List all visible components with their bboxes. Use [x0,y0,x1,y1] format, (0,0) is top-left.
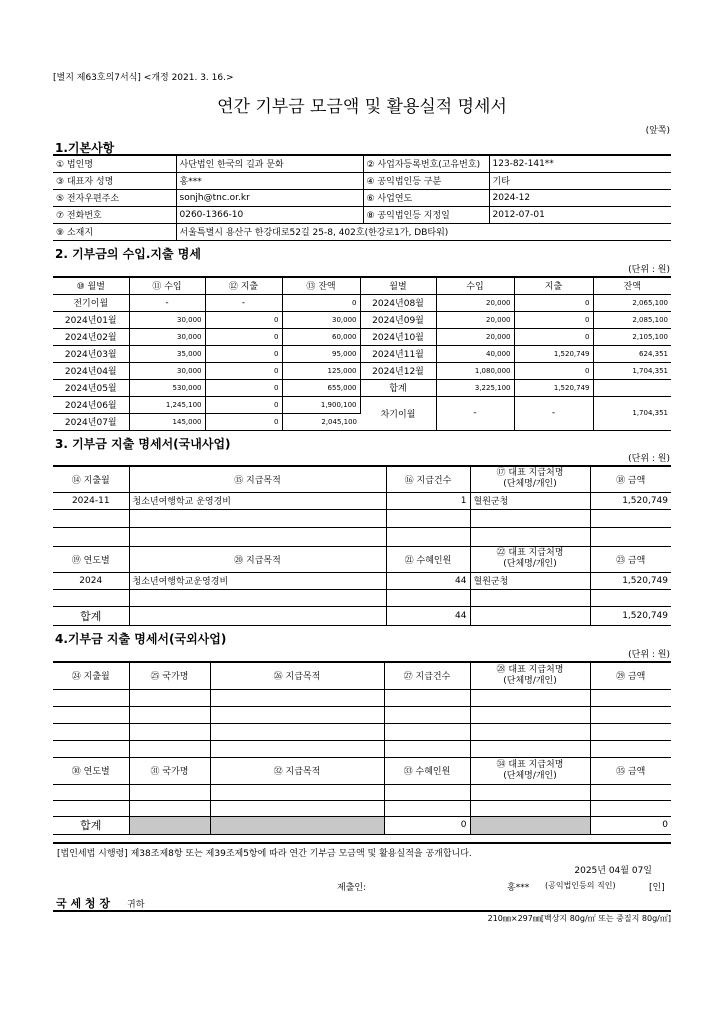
submission-date: 2025년 04월 07일 [574,866,652,876]
balance-cell: 60,000 [282,328,360,345]
amount-cell: 1,520,749 [590,492,671,509]
header-payee: ㉘ 대표 지급처명 (단체명/개인) [470,662,590,689]
overseas-expense-table [53,661,671,835]
income-cell: - [129,294,205,311]
header-amount: ㉙ 금액 [590,662,671,689]
expense-month-cell: 2024-11 [53,492,129,509]
label-corp-name: ① 법인명 [53,155,176,172]
header-balance-right: 잔액 [593,277,671,294]
year-cell: 2024 [53,572,129,589]
header-year: ⑲ 연도별 [53,546,129,572]
section-2-unit: (단위 : 원) [628,265,670,275]
income-cell: 20,000 [436,311,514,328]
total-count: 0 [384,816,470,834]
value-business-number: 123-82-141** [489,155,671,172]
bottom-divider [53,910,671,912]
label-public-corp-type: ④ 공익법인등 구분 [363,172,489,189]
section-3-heading: 3. 기부금 지출 명세서(국내사업) [55,437,231,451]
payee-cell: 혈원군청 [470,492,590,509]
header-income-right: 수입 [436,277,514,294]
header-balance: ⑬ 잔액 [282,277,360,294]
header-amount: ㉟ 금액 [590,757,671,784]
table-row [53,379,671,396]
header-payee: ㉒ 대표 지급처명 (단체명/개인) [470,546,590,572]
income-cell: 30,000 [129,311,205,328]
month-cell: 2024년09월 [360,311,436,328]
balance-cell: 95,000 [282,345,360,362]
label-email: ⑤ 전자우편주소 [53,189,176,206]
value-address: 서울특별시 용산구 한강대로52길 25-8, 402호(한강로1가, DB타워) [176,223,671,240]
month-cell: 2024년03월 [53,345,129,362]
expense-cell: 1,520,749 [514,345,593,362]
header-beneficiaries: ㉑ 수혜인원 [386,546,470,572]
income-expense-header [53,277,671,294]
balance-cell: 2,065,100 [593,294,671,311]
domestic-expense-table [53,465,671,626]
expense-cell: 0 [205,362,282,379]
expense-cell: 0 [205,396,282,413]
count-cell: 1 [386,492,470,509]
header-beneficiaries: ㉝ 수혜인원 [384,757,470,784]
month-cell: 2024년08월 [360,294,436,311]
label-address: ⑨ 소재지 [53,223,176,240]
balance-cell: 2,045,100 [282,413,360,430]
expense-cell: 0 [514,311,593,328]
overseas-header-monthly [53,662,671,689]
value-corp-name: 사단법인 한국의 길과 문화 [176,155,363,172]
income-cell: 40,000 [436,345,514,362]
header-payment-count: ⑯ 지급건수 [386,466,470,492]
month-cell: 2024년06월 [53,396,129,413]
disclosure-statement: [법인세법 시행령] 제38조제8항 또는 제39조제5항에 따라 연간 기부금 모금액 및 활용실적을 공개합니다. [57,849,472,859]
table-row [53,362,671,379]
value-business-year: 2024-12 [489,189,671,206]
balance-cell: 624,351 [593,345,671,362]
table-row [53,311,671,328]
label-business-number: ② 사업자등록번호(고유번호) [363,155,489,172]
header-purpose: ⑮ 지급목적 [129,466,386,492]
table-row [53,589,671,606]
submitter-role: (공익법인등의 직인) [545,881,616,890]
balance-cell: 30,000 [282,311,360,328]
expense-cell: 0 [205,379,282,396]
overseas-header-yearly [53,757,671,784]
header-expense-month: ㉔ 지출월 [53,662,129,689]
total-amount: 0 [590,816,671,834]
purpose-cell: 청소년여행학교 운영경비 [129,492,386,509]
submitter-name: 홍*** [507,883,530,893]
table-row [53,294,671,311]
value-designation-date: 2012-07-01 [489,206,671,223]
header-month: ⑩ 월별 [53,277,129,294]
table-row [53,723,671,740]
basic-info-row [53,206,671,223]
basic-info-row [53,189,671,206]
balance-cell: 1,704,351 [593,362,671,379]
month-cell: 2024년02월 [53,328,129,345]
page-side: (앞쪽) [645,126,670,136]
value-phone: 0260-1366-10 [176,206,363,223]
total-income: 3,225,100 [436,379,514,396]
section-4-heading: 4.기부금 지출 명세서(국외사업) [55,632,227,646]
income-cell: 530,000 [129,379,205,396]
table-row [53,784,671,800]
month-cell: 2024년04월 [53,362,129,379]
income-expense-table [53,276,671,431]
expense-cell: 0 [514,362,593,379]
header-country: ㉛ 국가명 [129,757,210,784]
month-cell: 2024년10월 [360,328,436,345]
carry-forward-balance: 1,704,351 [593,396,671,430]
header-purpose: ㉜ 지급목적 [210,757,384,784]
domestic-header-monthly [53,466,671,492]
domestic-header-yearly [53,546,671,572]
paper-spec: 210㎜×297㎜[백상지 80g/㎡ 또는 중질지 80g/㎡] [487,914,671,923]
carry-forward-income: - [436,396,514,430]
value-representative: 홍*** [176,172,363,189]
income-cell: 35,000 [129,345,205,362]
month-cell: 2024년11월 [360,345,436,362]
header-amount: ⑱ 금액 [590,466,671,492]
table-row [53,345,671,362]
table-row [53,740,671,757]
total-balance [593,379,671,396]
total-label: 합계 [53,816,129,834]
income-cell: 30,000 [129,362,205,379]
header-expense-month: ⑭ 지출월 [53,466,129,492]
income-cell: 30,000 [129,328,205,345]
balance-cell: 2,105,100 [593,328,671,345]
income-cell: 145,000 [129,413,205,430]
balance-cell: 1,900,100 [282,396,360,413]
income-cell: 20,000 [436,294,514,311]
expense-cell: 0 [205,311,282,328]
table-row [53,572,671,589]
section-1-heading: 1.기본사항 [55,141,115,155]
table-row [53,328,671,345]
month-cell: 2024년01월 [53,311,129,328]
payee-cell: 혈원군청 [470,572,590,589]
table-row [53,396,671,413]
basic-info-row [53,155,671,172]
expense-cell: 0 [205,328,282,345]
section-2-heading: 2. 기부금의 수입.지출 명세 [55,247,201,261]
expense-cell: 0 [514,328,593,345]
header-month-right: 월별 [360,277,436,294]
label-business-year: ⑥ 사업연도 [363,189,489,206]
total-label: 합계 [360,379,436,396]
expense-cell: 0 [514,294,593,311]
header-expense-right: 지출 [514,277,593,294]
value-email: sonjh@tnc.or.kr [176,189,363,206]
header-year: ㉚ 연도별 [53,757,129,784]
balance-cell: 125,000 [282,362,360,379]
header-income: ⑪ 수입 [129,277,205,294]
total-label: 합계 [53,606,129,625]
income-cell: 20,000 [436,328,514,345]
month-cell: 2024년07월 [53,413,129,430]
label-representative: ③ 대표자 성명 [53,172,176,189]
beneficiaries-cell: 44 [386,572,470,589]
label-phone: ⑦ 전화번호 [53,206,176,223]
carry-forward-label: 차기이월 [360,396,436,430]
income-cell: 1,245,100 [129,396,205,413]
table-row [53,509,671,527]
expense-cell: - [205,294,282,311]
label-designation-date: ⑧ 공익법인등 지정일 [363,206,489,223]
form-reference: [별지 제63호의7서식] <개정 2021. 3. 16.> [53,73,234,83]
month-cell: 2024년05월 [53,379,129,396]
table-row [53,706,671,723]
submitter-label: 제출인: [337,883,367,893]
amount-cell: 1,520,749 [590,572,671,589]
page-title: 연간 기부금 모금액 및 활용실적 명세서 [217,97,507,117]
balance-cell: 2,085,100 [593,311,671,328]
section-4-unit: (단위 : 원) [628,650,670,660]
header-payee: ⑰ 대표 지급처명 (단체명/개인) [470,466,590,492]
basic-info-row [53,172,671,189]
expense-cell: 0 [205,345,282,362]
header-country: ㉕ 국가명 [129,662,210,689]
purpose-cell: 청소년여행학교운영경비 [129,572,386,589]
seal-mark: [인] [649,883,665,893]
section-3-unit: (단위 : 원) [628,454,670,464]
header-payment-count: ㉗ 지급건수 [384,662,470,689]
balance-cell: 0 [282,294,360,311]
month-cell: 2024년12월 [360,362,436,379]
table-row [53,800,671,816]
total-row [53,606,671,625]
table-row [53,689,671,706]
header-expense: ⑫ 지출 [205,277,282,294]
balance-cell: 655,000 [282,379,360,396]
header-payee: ㉞ 대표 지급처명 (단체명/개인) [470,757,590,784]
table-row [53,527,671,546]
header-purpose: ㉖ 지급목적 [210,662,384,689]
total-beneficiaries: 44 [386,606,470,625]
income-cell: 1,080,000 [436,362,514,379]
value-public-corp-type: 기타 [489,172,671,189]
expense-cell: 0 [205,413,282,430]
total-expense: 1,520,749 [514,379,593,396]
recipient-honorific: 귀하 [127,900,145,910]
recipient: 국 세 청 장 [56,897,110,910]
footer-divider [53,842,671,844]
basic-info-table [53,154,671,241]
total-amount: 1,520,749 [590,606,671,625]
carry-forward-expense: - [514,396,593,430]
header-amount: ㉓ 금액 [590,546,671,572]
total-row [53,816,671,834]
month-cell: 전기이월 [53,294,129,311]
header-purpose: ⑳ 지급목적 [129,546,386,572]
basic-info-row [53,223,671,240]
table-row [53,492,671,509]
